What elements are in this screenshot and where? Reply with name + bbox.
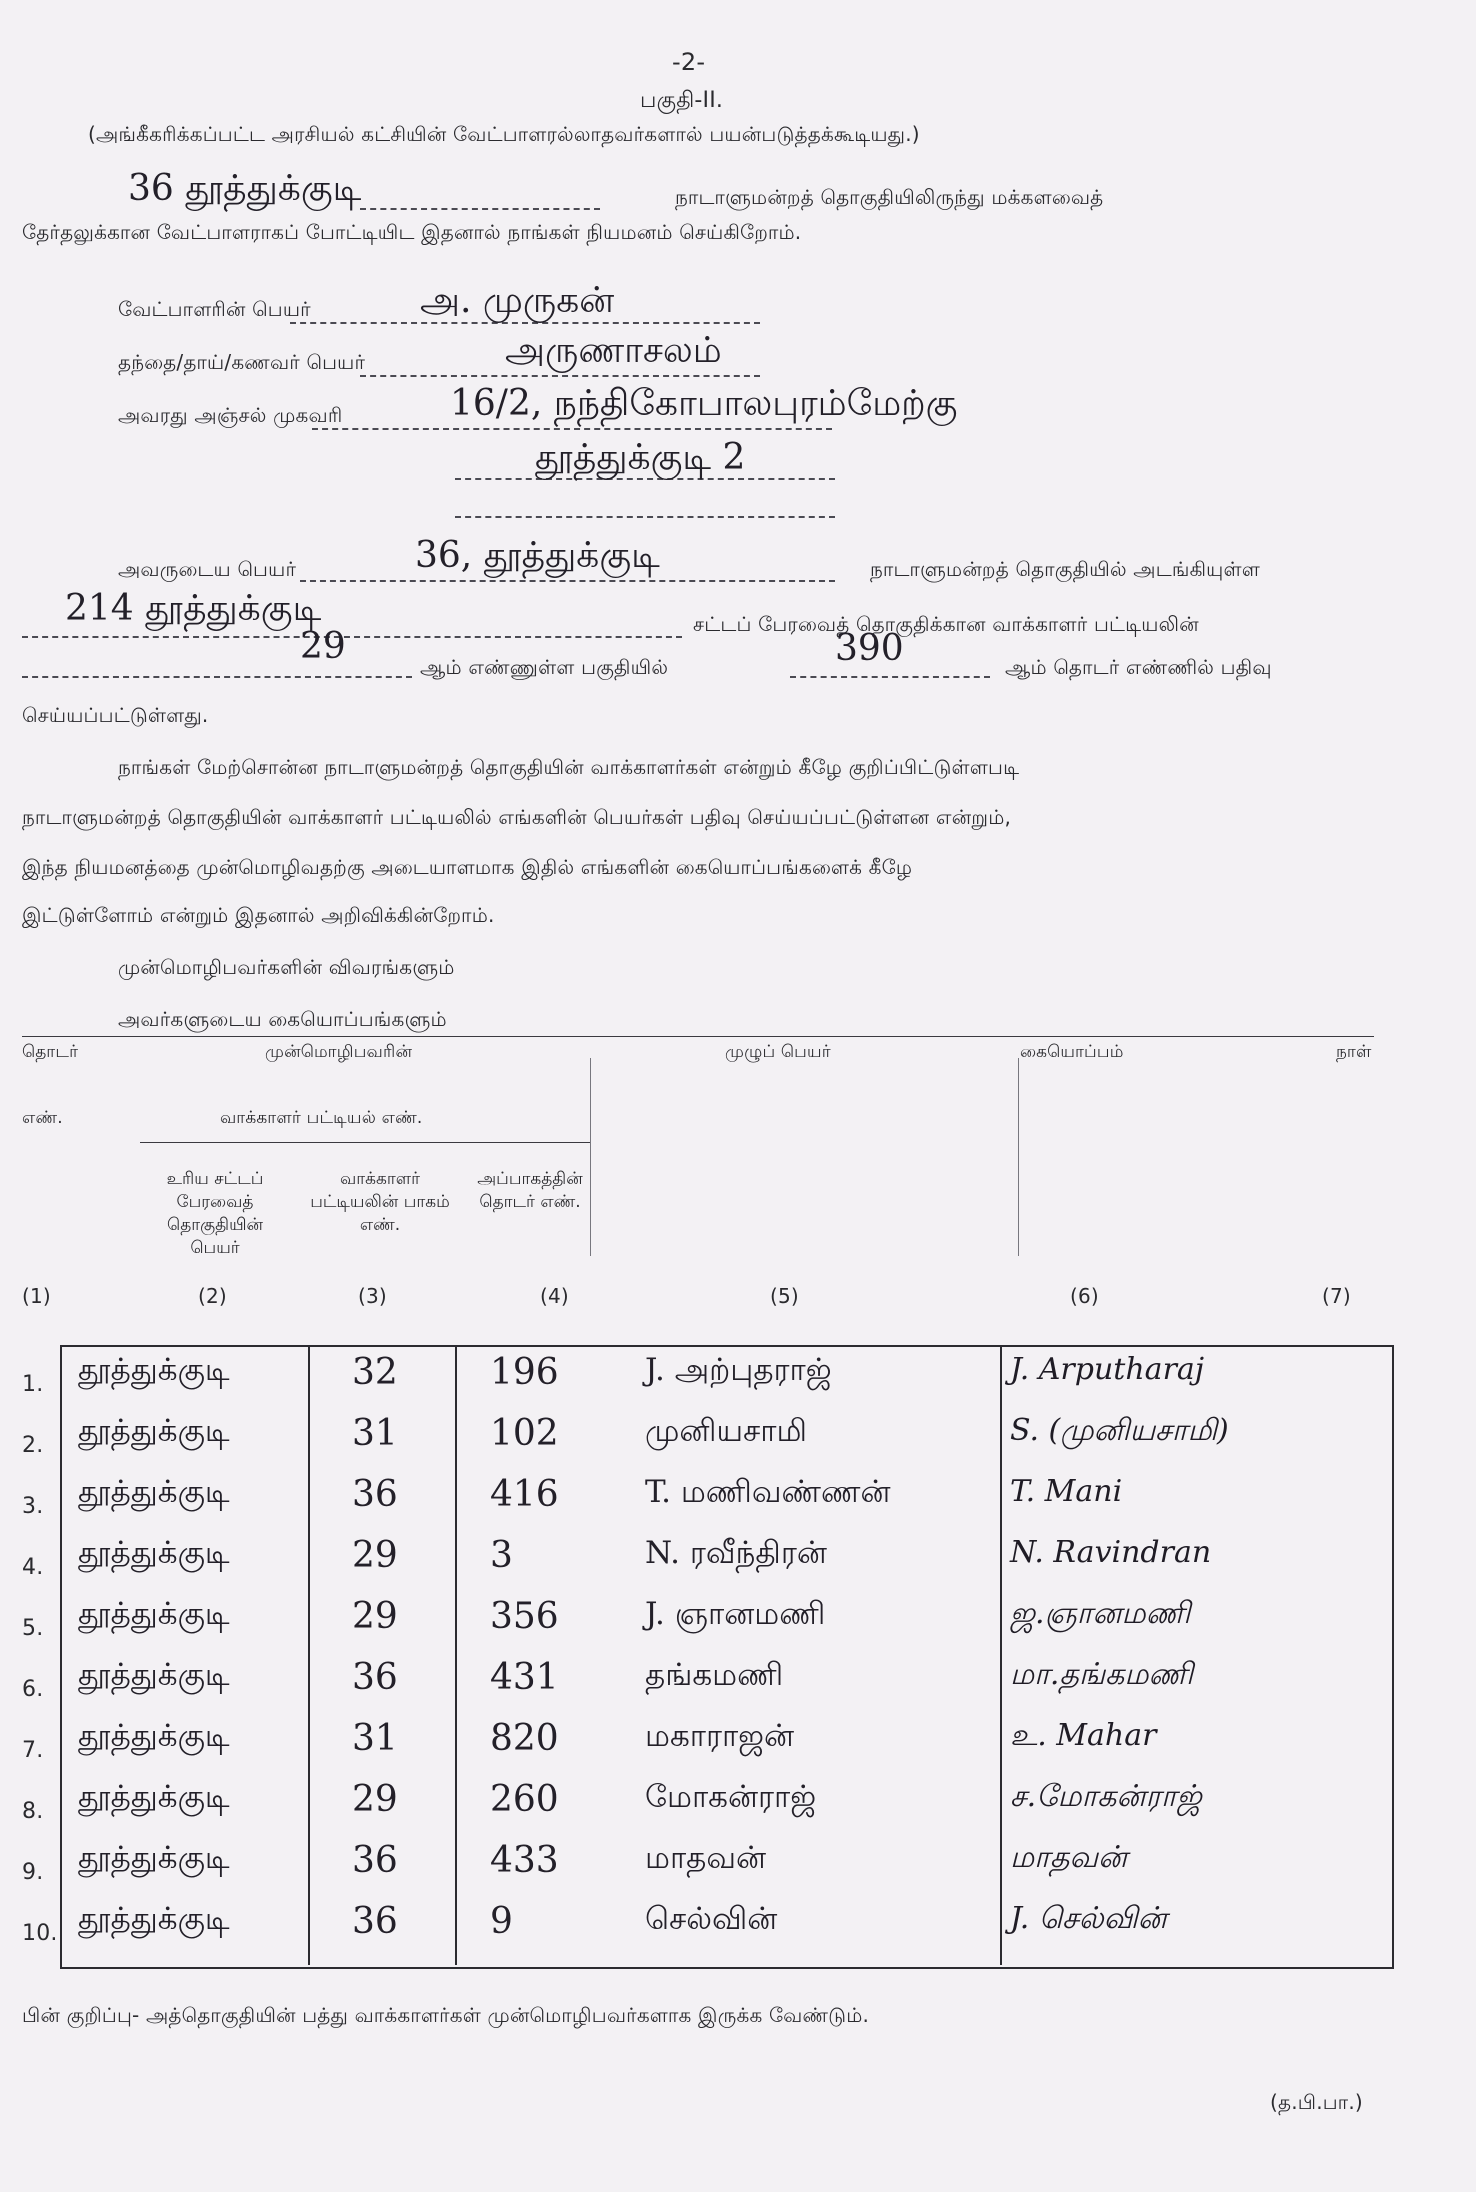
row-ac-name: தூத்துக்குடி [78, 1779, 230, 1815]
row-part-number: 29 [352, 1779, 398, 1820]
candidate-name-value: அ. முருகன் [420, 280, 615, 321]
table-top-rule [22, 1036, 1374, 1037]
registration-end: செய்யப்பட்டுள்ளது. [22, 703, 209, 727]
row-ac-name: தூத்துக்குடி [78, 1596, 230, 1632]
part-blank [22, 676, 412, 678]
row-signature: மாதவன் [1010, 1840, 1128, 1875]
col-num-5: (5) [770, 1284, 799, 1308]
row-signature: உ. Mahar [1010, 1718, 1157, 1753]
part-suffix: ஆம் எண்ணுள்ள பகுதியில் [420, 655, 669, 679]
col-fullname-header: முழுப் பெயர் [725, 1042, 831, 1062]
declaration-line-4: இட்டுள்ளோம் என்றும் இதனால் அறிவிக்கின்றோம். [22, 903, 495, 927]
col-serial-header-2: எண். [22, 1108, 63, 1128]
row-ac-name: தூத்துக்குடி [78, 1718, 230, 1754]
row-number: 1. [22, 1372, 44, 1397]
row-serial-number: 196 [490, 1352, 559, 1393]
col-serial-header: தொடர் [22, 1042, 79, 1062]
row-ac-name: தூத்துக்குடி [78, 1535, 230, 1571]
row-serial-number: 820 [490, 1718, 559, 1759]
header-divider-1 [590, 1058, 591, 1256]
row-serial-number: 433 [490, 1840, 559, 1881]
row-full-name: T. மணிவண்ணன் [645, 1474, 891, 1510]
row-ac-name: தூத்துக்குடி [78, 1840, 230, 1876]
proposers-heading-2: அவர்களுடைய கையொப்பங்களும் [118, 1007, 447, 1031]
col-num-4: (4) [540, 1284, 569, 1308]
row-number: 7. [22, 1738, 44, 1763]
sub-part-header: வாக்காளர் பட்டியலின் பாகம் எண். [310, 1169, 450, 1235]
row-signature: S. (முனியசாமி) [1010, 1413, 1229, 1448]
row-full-name: N. ரவீந்திரன் [645, 1535, 827, 1571]
row-signature: ச.மோகன்ராஜ் [1010, 1779, 1202, 1814]
row-full-name: J. அற்புதராஜ் [645, 1352, 832, 1388]
row-part-number: 36 [352, 1657, 398, 1698]
serial-blank [790, 676, 990, 678]
address-label: அவரது அஞ்சல் முகவரி [118, 403, 343, 427]
ac-suffix: சட்டப் பேரவைத் தொகுதிக்கான வாக்காளர் பட்டியலின் [693, 612, 1199, 636]
section-subtitle: (அங்கீகரிக்கப்பட்ட அரசியல் கட்சியின் வேட்பாளரல்லாதவர்களால் பயன்படுத்தக்கூடியது.) [88, 122, 920, 146]
row-full-name: மோகன்ராஜ் [645, 1779, 817, 1815]
serial-value: 390 [835, 628, 904, 669]
col-num-2: (2) [198, 1284, 227, 1308]
row-part-number: 32 [352, 1352, 398, 1393]
declaration-line-2: நாடாளுமன்றத் தொகுதியின் வாக்காளர் பட்டியலில் எங்களின் பெயர்கள் பதிவு செய்யப்பட்டுள்ளன என்றும், [22, 805, 1012, 829]
row-part-number: 31 [352, 1413, 398, 1454]
row-part-number: 29 [352, 1535, 398, 1576]
col-proposer-header: முன்மொழிபவரின் [265, 1042, 413, 1062]
constituency-blank [360, 208, 600, 210]
part-value: 29 [300, 626, 346, 667]
col-num-1: (1) [22, 1284, 51, 1308]
col-num-3: (3) [358, 1284, 387, 1308]
header-divider-2 [1018, 1058, 1019, 1256]
col-num-7: (7) [1322, 1284, 1351, 1308]
row-serial-number: 356 [490, 1596, 559, 1637]
row-number: 10. [22, 1921, 58, 1946]
row-number: 9. [22, 1860, 44, 1885]
ac-blank [22, 636, 682, 638]
address-line-2: தூத்துக்குடி 2 [535, 437, 746, 478]
row-number: 3. [22, 1494, 44, 1519]
row-signature: N. Ravindran [1010, 1535, 1212, 1570]
row-number: 6. [22, 1677, 44, 1702]
declaration-line-3: இந்த நியமனத்தை முன்மொழிவதற்கு அடையாளமாக இதில் எங்களின் கையொப்பங்களைக் கீழே [22, 855, 913, 879]
row-serial-number: 9 [490, 1901, 513, 1942]
row-part-number: 29 [352, 1596, 398, 1637]
row-signature: J. செல்வின் [1010, 1901, 1167, 1936]
registration-label: அவருடைய பெயர் [118, 557, 297, 581]
row-serial-number: 416 [490, 1474, 559, 1515]
constituency-label: நாடாளுமன்றத் தொகுதியிலிருந்து மக்களவைத் [675, 185, 1104, 209]
row-full-name: J. ஞானமணி [645, 1596, 826, 1632]
section-title: பகுதி-II. [640, 88, 724, 113]
row-part-number: 36 [352, 1474, 398, 1515]
row-ac-name: தூத்துக்குடி [78, 1657, 230, 1693]
row-signature: மா.தங்கமணி [1010, 1657, 1194, 1692]
proposers-heading-1: முன்மொழிபவர்களின் விவரங்களும் [118, 955, 455, 979]
col-num-6: (6) [1070, 1284, 1099, 1308]
sub-serial-header: அப்பாகத்தின் தொடர் எண். [477, 1169, 583, 1212]
row-serial-number: 3 [490, 1535, 513, 1576]
address-blank-3 [455, 516, 835, 518]
pc-value: 36, தூத்துக்குடி [415, 535, 660, 576]
row-full-name: தங்கமணி [645, 1657, 784, 1693]
col-date-header: நாள் [1336, 1042, 1372, 1062]
row-serial-number: 431 [490, 1657, 559, 1698]
father-name-value: அருணாசலம் [505, 330, 722, 371]
row-part-number: 31 [352, 1718, 398, 1759]
row-signature: J. Arputharaj [1010, 1352, 1205, 1387]
roll-underline [140, 1142, 590, 1143]
row-part-number: 36 [352, 1840, 398, 1881]
ac-value: 214 தூத்துக்குடி [65, 588, 322, 629]
row-number: 4. [22, 1555, 44, 1580]
row-serial-number: 102 [490, 1413, 559, 1454]
col-signature-header: கையொப்பம் [1020, 1042, 1124, 1062]
row-ac-name: தூத்துக்குடி [78, 1474, 230, 1510]
row-full-name: மாதவன் [645, 1840, 767, 1876]
row-part-number: 36 [352, 1901, 398, 1942]
row-number: 5. [22, 1616, 44, 1641]
row-signature: T. Mani [1010, 1474, 1123, 1509]
row-number: 8. [22, 1799, 44, 1824]
serial-suffix: ஆம் தொடர் எண்ணில் பதிவு [1005, 655, 1272, 679]
declaration-line-1: நாங்கள் மேற்சொன்ன நாடாளுமன்றத் தொகுதியின் வாக்காளர்கள் என்றும் கீழே குறிப்பிட்டுள்ளபடி [118, 755, 1020, 779]
page-number: -2- [672, 48, 706, 76]
father-name-label: தந்தை/தாய்/கணவர் பெயர் [118, 350, 366, 374]
row-ac-name: தூத்துக்குடி [78, 1413, 230, 1449]
table-col-line-3 [1000, 1345, 1002, 1965]
row-full-name: மகாராஜன் [645, 1718, 795, 1754]
row-ac-name: தூத்துக்குடி [78, 1901, 230, 1937]
row-ac-name: தூத்துக்குடி [78, 1352, 230, 1388]
table-col-line-1 [308, 1345, 310, 1965]
address-line-1: 16/2, நந்திகோபாலபுரம்மேற்கு [450, 383, 958, 424]
pto-mark: (த.பி.பா.) [1270, 2090, 1363, 2114]
table-col-line-2 [455, 1345, 457, 1965]
row-full-name: செல்வின் [645, 1901, 778, 1937]
pc-suffix: நாடாளுமன்றத் தொகுதியில் அடங்கியுள்ள [870, 557, 1261, 581]
row-number: 2. [22, 1433, 44, 1458]
col-roll-header: வாக்காளர் பட்டியல் எண். [220, 1108, 423, 1128]
row-full-name: முனியசாமி [645, 1413, 807, 1449]
candidate-name-label: வேட்பாளரின் பெயர் [118, 297, 311, 321]
nomination-statement: தேர்தலுக்கான வேட்பாளராகப் போட்டியிட இதனால் நாங்கள் நியமனம் செய்கிறோம். [22, 220, 802, 244]
row-serial-number: 260 [490, 1779, 559, 1820]
row-signature: ஜ.ஞானமணி [1010, 1596, 1191, 1631]
footnote: பின் குறிப்பு- அத்தொகுதியின் பத்து வாக்காளர்கள் முன்மொழிபவர்களாக இருக்க வேண்டும். [22, 2003, 870, 2027]
sub-ac-header: உரிய சட்டப் பேரவைத் தொகுதியின் பெயர் [166, 1169, 264, 1258]
constituency-handwritten: 36 தூத்துக்குடி [128, 168, 362, 209]
